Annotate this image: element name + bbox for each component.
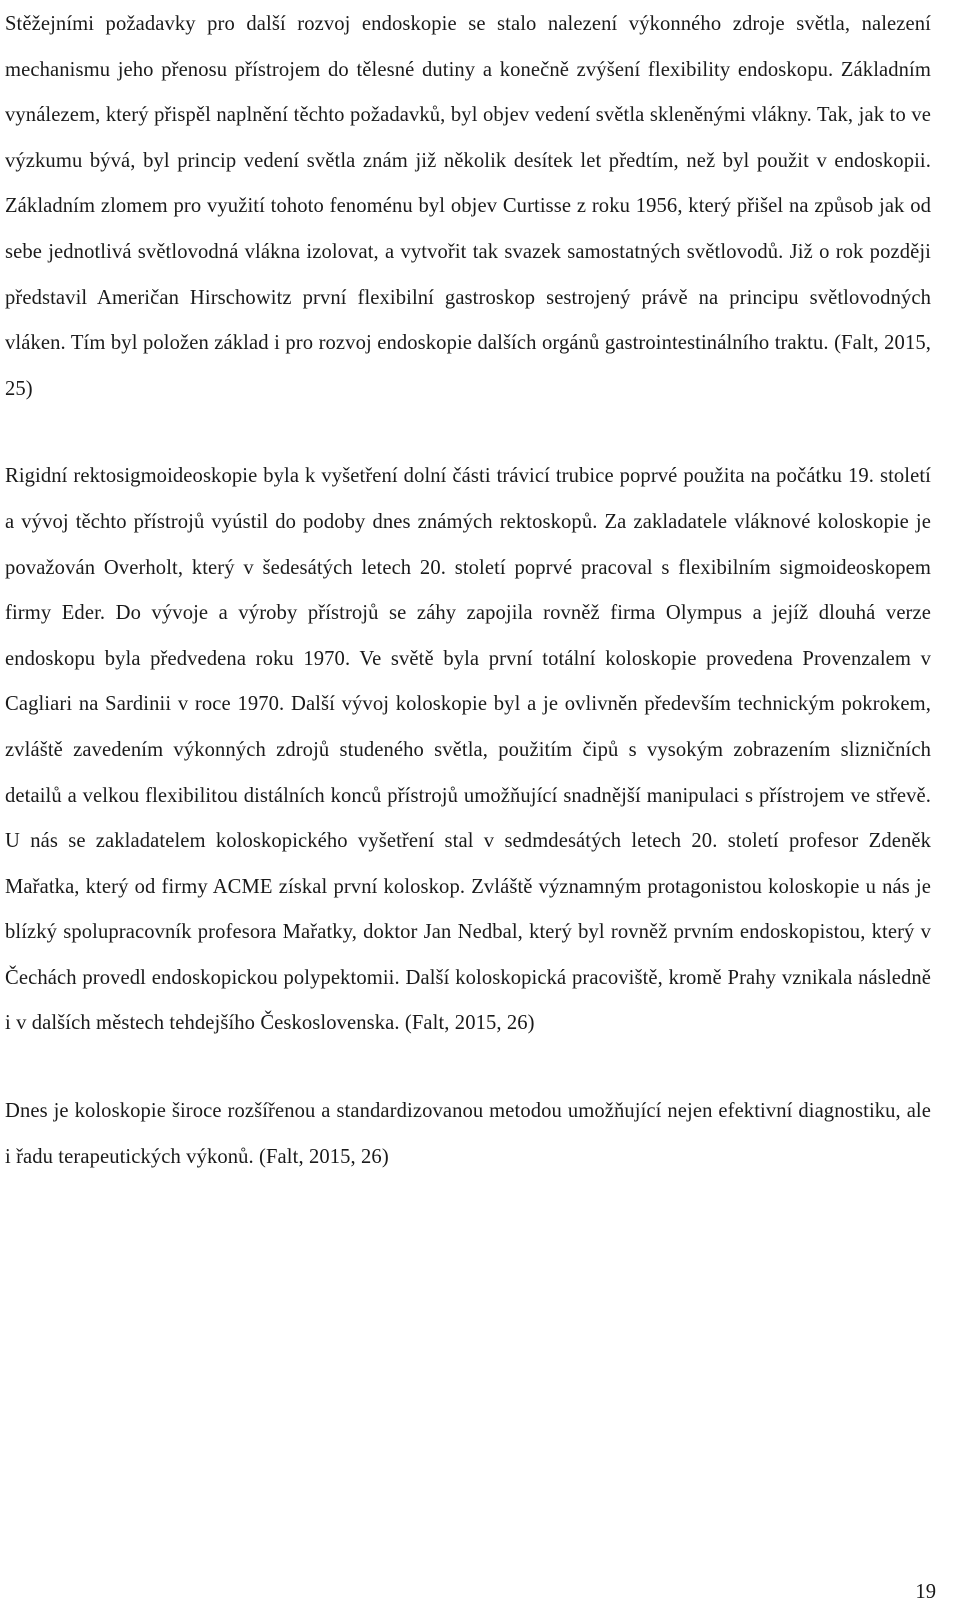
paragraph-colonoscopy-history: Rigidní rektosigmoideoskopie byla k vyšetření dolní části trávicí trubice poprvé použita na počátku 19. století a vývoj těchto přístrojů vyústil do podoby dnes známých rektoskopů. Za zakladatele vláknové koloskopie je považován Overholt, který v šedesátých letech 20. století poprvé pracoval s flexibilním sigmoideoskopem firmy Eder. Do vývoje a výroby přístrojů se záhy zapojila rovněž firma Olympus a jejíž dlouhá verze endoskopu byla předvedena roku 1970. Ve světě byla první totální koloskopie provedena Provenzalem v Cagliari na Sardinii v roce 1970. Další vývoj koloskopie byl a je ovlivněn především technickým pokrokem, zvláště zavedením výkonných zdrojů studeného světla, použitím čipů s vysokým zobrazením slizničních detailů a velkou flexibilitou distálních konců přístrojů umožňující snadnější manipulaci s přístrojem ve střevě. U nás se zakladatelem koloskopického vyšetření stal v sedmdesátých letech 20. století profesor Zdeněk Mařatka, který od firmy ACME získal první koloskop. Zvláště významným protagonistou koloskopie u nás je blízký spolupracovník profesora Mařatky, doktor Jan Nedbal, který byl rovněž prvním endoskopistou, který v Čechách provedl endoskopickou polypektomii. Další koloskopická pracoviště, kromě Prahy vznikala následně i v dalších městech tehdejšího Československa. (Falt, 2015, 26) (5, 465, 931, 1035)
paragraph-colonoscopy-today: Dnes je koloskopie široce rozšířenou a standardizovanou metodou umožňující nejen efektivní diagnostiku, ale i řadu terapeutických výkonů. (Falt, 2015, 26) (5, 1100, 931, 1168)
body-text (5, 2, 931, 1180)
paragraph-light-fibers: Stěžejními požadavky pro další rozvoj endoskopie se stalo nalezení výkonného zdroje světla, nalezení mechanismu jeho přenosu přístrojem do tělesné dutiny a konečně zvýšení flexibility endoskopu. Základním vynálezem, který přispěl naplnění těchto požadavků, byl objev vedení světla skleněnými vlákny. Tak, jak to ve výzkumu bývá, byl princip vedení světla znám již několik desítek let předtím, než byl použit v endoskopii. Základním zlomem pro využití tohoto fenoménu byl objev Curtisse z roku 1956, který přišel na způsob jak od sebe jednotlivá světlovodná vlákna izolovat, a vytvořit tak svazek samostatných světlovodů. Již o rok později představil Američan Hirschowitz první flexibilní gastroskop sestrojený právě na principu světlovodných vláken. Tím byl položen základ i pro rozvoj endoskopie dalších orgánů gastrointestinálního traktu. (Falt, 2015, 25) (5, 13, 931, 400)
page-number: 19 (915, 1581, 936, 1603)
